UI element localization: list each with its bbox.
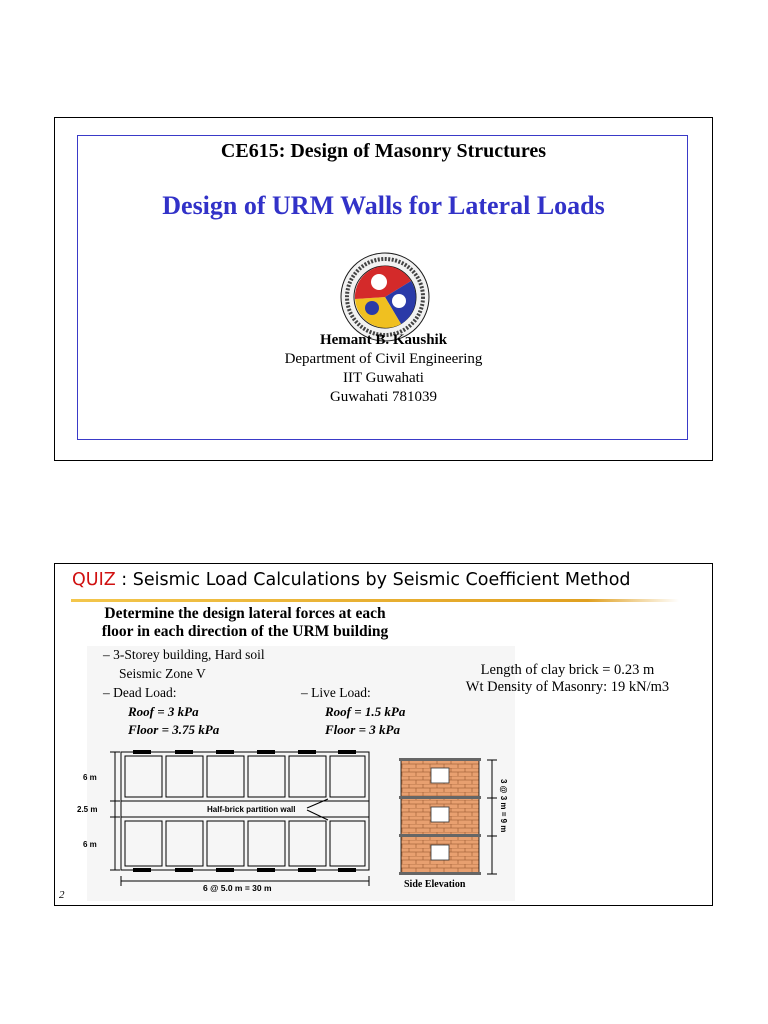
bullet-dead-load: – Dead Load: (103, 685, 177, 700)
side-elevation-caption: Side Elevation (404, 879, 466, 890)
department: Department of Civil Engineering (284, 351, 483, 367)
author-name: Hemant B. Kaushik (319, 332, 448, 348)
dim-top: 6 m (83, 773, 97, 782)
bullet-storey: – 3-Storey building, Hard soil (103, 647, 265, 662)
quiz-label: QUIZ (72, 570, 116, 590)
dead-floor: Floor = 3.75 kPa (128, 722, 220, 737)
building-plan (75, 744, 375, 892)
question-line-2: floor in each direction of the URM building (101, 623, 389, 640)
dim-mid: 2.5 m (77, 805, 98, 814)
slide-title (72, 570, 631, 590)
height-label: 3 @ 3 m = 9 m (499, 779, 508, 833)
bullet-live-load: – Live Load: (301, 685, 371, 700)
dim-bot: 6 m (83, 840, 97, 849)
lower-rooms (125, 821, 365, 866)
question-line-1: Determine the design lateral forces at each (104, 605, 386, 622)
dead-roof: Roof = 3 kPa (128, 704, 199, 719)
upper-rooms (125, 756, 365, 797)
side-elevation (391, 752, 523, 892)
masonry-density: Wt Density of Masonry: 19 kN/m3 (465, 679, 670, 695)
brick-length: Length of clay brick = 0.23 m (480, 662, 655, 678)
quiz-slide (54, 563, 713, 906)
course-title: CE615: Design of Masonry Structures (220, 140, 547, 162)
title-slide (54, 117, 713, 461)
bullet-zone: Seismic Zone V (119, 666, 206, 681)
live-floor: Floor = 3 kPa (325, 722, 400, 737)
institute: IIT Guwahati (343, 370, 424, 386)
address: Guwahati 781039 (329, 389, 438, 405)
partition-label: Half-brick partition wall (207, 805, 296, 814)
width-label: 6 @ 5.0 m = 30 m (203, 883, 272, 892)
main-title: Design of URM Walls for Lateral Loads (162, 191, 605, 220)
slide-number: 2 (59, 889, 65, 901)
live-roof: Roof = 1.5 kPa (325, 704, 406, 719)
title-text: : Seismic Load Calculations by Seismic Coefficient Method (115, 570, 631, 590)
iit-guwahati-logo-icon (339, 251, 431, 343)
title-underline (71, 599, 679, 602)
